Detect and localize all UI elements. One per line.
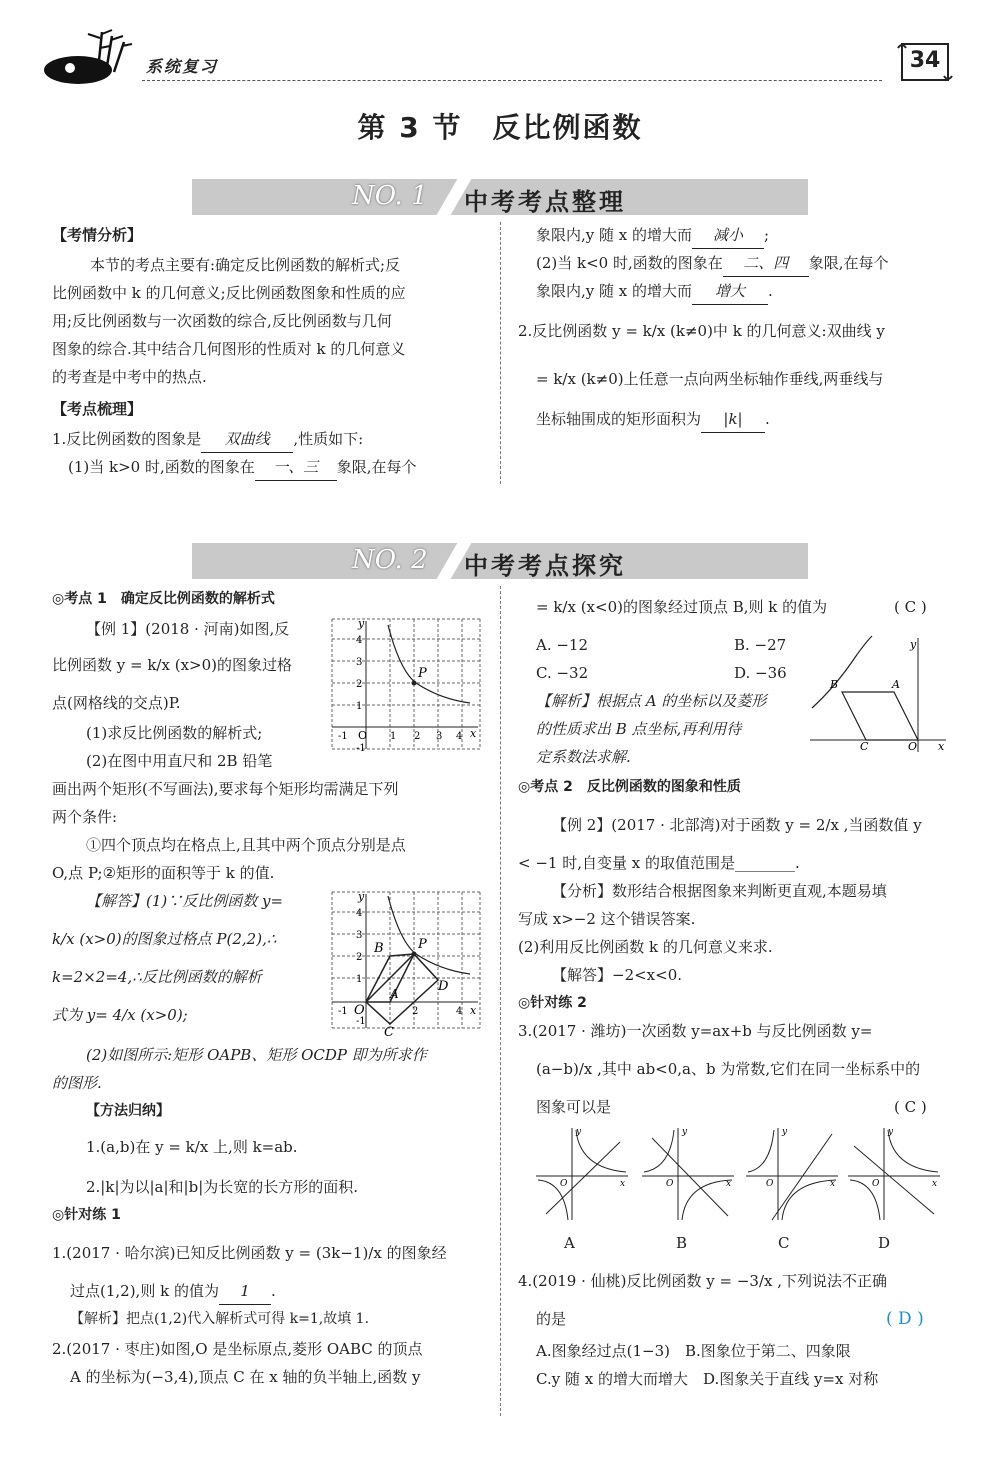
axis-x-label: x: [470, 727, 477, 740]
example-line: (2)在图中用直尺和 2B 铅笔: [86, 752, 273, 770]
option-line: C.y 随 x 的增大而增大 D.图象关于直线 y=x 对称: [536, 1370, 879, 1388]
example-line: 【例 2】(2017 · 北部湾)对于函数 y = 2/x ,当函数值 y: [552, 816, 922, 834]
example-line: 点(网格线的交点)P.: [52, 694, 181, 712]
solution-line: 式为 y= 4/x (x>0);: [52, 1006, 188, 1024]
explanation-line: 的性质求出 B 点坐标,再利用待: [536, 720, 742, 738]
question-line: (a−b)/x ,其中 ab<0,a、b 为常数,它们在同一坐标系中的: [536, 1060, 921, 1078]
tick-label: -1: [338, 731, 348, 742]
solution-line: (2)如图所示:矩形 OAPB、矩形 OCDP 即为所求作: [86, 1046, 427, 1064]
graph-label-d: D: [878, 1234, 891, 1252]
tick-label: 1: [390, 731, 397, 742]
analysis-line: 写成 x>−2 这个错误答案.: [518, 910, 696, 928]
header-rule: [142, 80, 882, 81]
graph-b: [642, 1127, 734, 1220]
point-p-label: P: [418, 937, 427, 952]
tick-label: 3: [436, 731, 443, 742]
section-banner-1: [192, 179, 808, 215]
tick-label: 1: [356, 974, 363, 985]
banner-caption: 中考考点整理: [464, 188, 626, 216]
question-line: 4.(2019 · 仙桃)反比例函数 y = −3/x ,下列说法不正确: [518, 1272, 888, 1290]
question-line: 2.(2017 · 枣庄)如图,O 是坐标原点,菱形 OABC 的顶点: [52, 1340, 423, 1358]
question-line: 3.(2017 · 潍坊)一次函数 y=ax+b 与反比例函数 y=: [518, 1022, 873, 1040]
solution-line: 【解答】(1)∵反比例函数 y=: [86, 892, 284, 910]
column-divider-1: [500, 222, 501, 484]
option-c: C. −32: [536, 664, 589, 682]
example-line: 比例函数 y = k/x (x>0)的图象过格: [52, 656, 292, 674]
answer-blank: 减小: [692, 222, 764, 249]
svg-text:O: O: [666, 1179, 674, 1189]
tick-label: -1: [356, 1016, 366, 1027]
tick-label: 2: [356, 952, 363, 963]
method-line: 1.(a,b)在 y = k/x 上,则 k=ab.: [86, 1138, 298, 1156]
tick-label: 2: [412, 1006, 419, 1017]
graph-a: [536, 1127, 628, 1220]
k-meaning-line: 2.反比例函数 y = k/x (k≠0)中 k 的几何意义:双曲线 y: [518, 322, 885, 340]
practice-heading-1: ◎针对练 1: [52, 1207, 121, 1223]
question-line: 图象可以是: [536, 1098, 612, 1116]
graph-d: [848, 1127, 940, 1220]
point-a-label: A: [892, 678, 900, 691]
analysis-line: (2)利用反比例函数 k 的几何意义来求.: [518, 938, 773, 956]
tick-label: 4: [356, 635, 363, 646]
graph-label-b: B: [676, 1234, 688, 1252]
analysis-line: 比例函数中 k 的几何意义;反比例函数图象和性质的应: [52, 284, 406, 302]
point-a-label: A: [390, 987, 399, 1001]
solution-line: 的图形.: [52, 1074, 102, 1092]
question-line: 过点(1,2),则 k 的值为 1 .: [70, 1278, 276, 1305]
header-section: 系统复习: [146, 57, 219, 76]
example-line: 画出两个矩形(不写画法),要求每个矩形均需满足下列: [52, 780, 399, 798]
banner-number: NO. 2: [352, 545, 428, 575]
example-line: < −1 时,自变量 x 的取值范围是________.: [518, 854, 800, 872]
heading-analysis: 【考情分析】: [52, 226, 143, 244]
graph-label-c: C: [778, 1234, 790, 1252]
option-line: A.图象经过点(1−3) B.图象位于第二、四象限: [536, 1342, 851, 1360]
svg-text:x: x: [932, 1179, 938, 1189]
solution-line: k=2×2=4,∴反比例函数的解析: [52, 968, 262, 986]
svg-text:y: y: [682, 1127, 688, 1137]
analysis-line: 用;反比例函数与一次函数的综合,反比例函数与几何: [52, 312, 392, 330]
svg-text:O: O: [560, 1179, 568, 1189]
svg-text:x: x: [830, 1179, 836, 1189]
point-c-label: C: [384, 1025, 394, 1038]
tick-label: 4: [456, 1006, 463, 1017]
example-line: O,点 P;②矩形的面积等于 k 的值.: [52, 864, 275, 882]
tick-label: 3: [356, 657, 363, 668]
answer-blank: 二、四: [723, 250, 809, 277]
svg-text:O: O: [872, 1179, 880, 1189]
page-number: [896, 40, 954, 86]
tick-label: 2: [356, 679, 363, 690]
column-divider-2: [500, 586, 501, 1416]
graph-label-a: A: [564, 1234, 575, 1252]
point-line: 象限内,y 随 x 的增大而 增大 .: [536, 278, 773, 305]
tick-label: 2: [414, 731, 421, 742]
figure-options-graphs: [532, 1124, 952, 1224]
analysis-line: 的考查是中考中的热点.: [52, 368, 207, 386]
figure-rhombus: [806, 634, 950, 754]
axis-y-label: y: [358, 617, 365, 630]
example-line: 【例 1】(2018 · 河南)如图,反: [86, 620, 290, 638]
point-b-label: B: [830, 678, 839, 691]
point-line: (1)当 k>0 时,函数的图象在 一、三 象限,在每个: [68, 454, 417, 481]
explanation-line: 【解析】根据点 A 的坐标以及菱形: [536, 692, 767, 710]
answer-blank: 一、三: [255, 454, 337, 481]
analysis-line: 本节的考点主要有:确定反比例函数的解析式;反: [90, 256, 401, 274]
answer-blank: |k|: [701, 406, 765, 433]
exam-point-1: ◎考点 1 确定反比例函数的解析式: [52, 591, 275, 607]
answer-blank: 双曲线: [201, 426, 293, 453]
point-line: 象限内,y 随 x 的增大而 减小 ;: [536, 222, 769, 249]
practice-heading-2: ◎针对练 2: [518, 995, 587, 1011]
tick-label: 1: [356, 701, 363, 712]
answer-choice: ( C ): [894, 1098, 927, 1116]
answer-blank: 1: [219, 1278, 271, 1305]
answer-blank: 增大: [692, 278, 768, 305]
point-d-label: D: [438, 979, 449, 994]
point-b-label: B: [374, 941, 384, 956]
section-banner-2: [192, 543, 808, 579]
tick-label: 4: [356, 908, 363, 919]
svg-text:y: y: [888, 1127, 894, 1137]
k-meaning-line: 坐标轴围成的矩形面积为 |k| .: [536, 406, 770, 433]
example-line: ①四个顶点均在格点上,且其中两个顶点分别是点: [86, 836, 406, 854]
analysis-line: 【分析】数形结合根据图象来判断更直观,本题易填: [552, 882, 887, 900]
axis-x-label: x: [470, 1004, 477, 1017]
page-title: 第 3 节 反比例函数: [357, 111, 643, 144]
example-line: (1)求反比例函数的解析式;: [86, 724, 263, 742]
figure-grid-rectangles: [330, 888, 482, 1038]
example-line: 两个条件:: [52, 808, 118, 826]
point-line: (2)当 k<0 时,函数的图象在 二、四 象限,在每个: [536, 250, 889, 277]
axis-y-label: y: [358, 890, 365, 903]
answer-choice: ( C ): [894, 598, 927, 616]
answer-choice: ( D ): [886, 1309, 924, 1329]
svg-text:O: O: [766, 1179, 774, 1189]
question-line: A 的坐标为(−3,4),顶点 C 在 x 轴的负半轴上,函数 y: [70, 1368, 421, 1386]
tick-label: 3: [356, 930, 363, 941]
page-number-text: 34: [909, 48, 941, 73]
tick-label: -1: [356, 743, 366, 754]
option-d: D. −36: [734, 664, 787, 682]
origin-label: O: [908, 740, 918, 753]
explanation-line: 【解析】把点(1,2)代入解析式可得 k=1,故填 1.: [70, 1311, 370, 1327]
tick-label: -1: [338, 1006, 348, 1017]
question-line: 1.(2017 · 哈尔滨)已知反比例函数 y = (3k−1)/x 的图象经: [52, 1244, 447, 1262]
banner-caption: 中考考点探究: [464, 552, 626, 580]
option-b: B. −27: [734, 636, 787, 654]
point-c-label: C: [860, 740, 869, 753]
svg-text:x: x: [726, 1179, 732, 1189]
heading-points: 【考点梳理】: [52, 400, 143, 418]
axis-x-label: x: [938, 740, 945, 753]
svg-text:x: x: [620, 1179, 626, 1189]
method-heading: 【方法归纳】: [86, 1103, 170, 1119]
question-line: 的是: [536, 1310, 567, 1328]
question-line: = k/x (x<0)的图象经过顶点 B,则 k 的值为: [536, 598, 828, 616]
bamboo-logo: [40, 28, 140, 92]
point-p-label: P: [418, 666, 427, 681]
exam-point-2: ◎考点 2 反比例函数的图象和性质: [518, 779, 741, 795]
banner-number: NO. 1: [352, 181, 428, 211]
option-a: A. −12: [536, 636, 589, 654]
graph-c: [746, 1127, 838, 1220]
axis-y-label: y: [910, 638, 917, 651]
method-line: 2.|k|为以|a|和|b|为长宽的长方形的面积.: [86, 1178, 359, 1196]
k-meaning-line: = k/x (k≠0)上任意一点向两坐标轴作垂线,两垂线与: [536, 370, 884, 388]
solution-line: 【解答】−2<x<0.: [552, 966, 683, 984]
svg-text:y: y: [576, 1127, 582, 1137]
point-line: 1.反比例函数的图象是 双曲线 ,性质如下:: [52, 426, 363, 453]
explanation-line: 定系数法求解.: [536, 748, 631, 766]
tick-label: 4: [456, 731, 463, 742]
svg-text:y: y: [782, 1127, 788, 1137]
origin-label: O: [354, 1003, 365, 1018]
origin-label: O: [358, 729, 368, 742]
figure-grid-hyperbola: [330, 615, 482, 755]
solution-line: k/x (x>0)的图象过格点 P(2,2),∴: [52, 930, 277, 948]
analysis-line: 图象的综合.其中结合几何图形的性质对 k 的几何意义: [52, 340, 406, 358]
